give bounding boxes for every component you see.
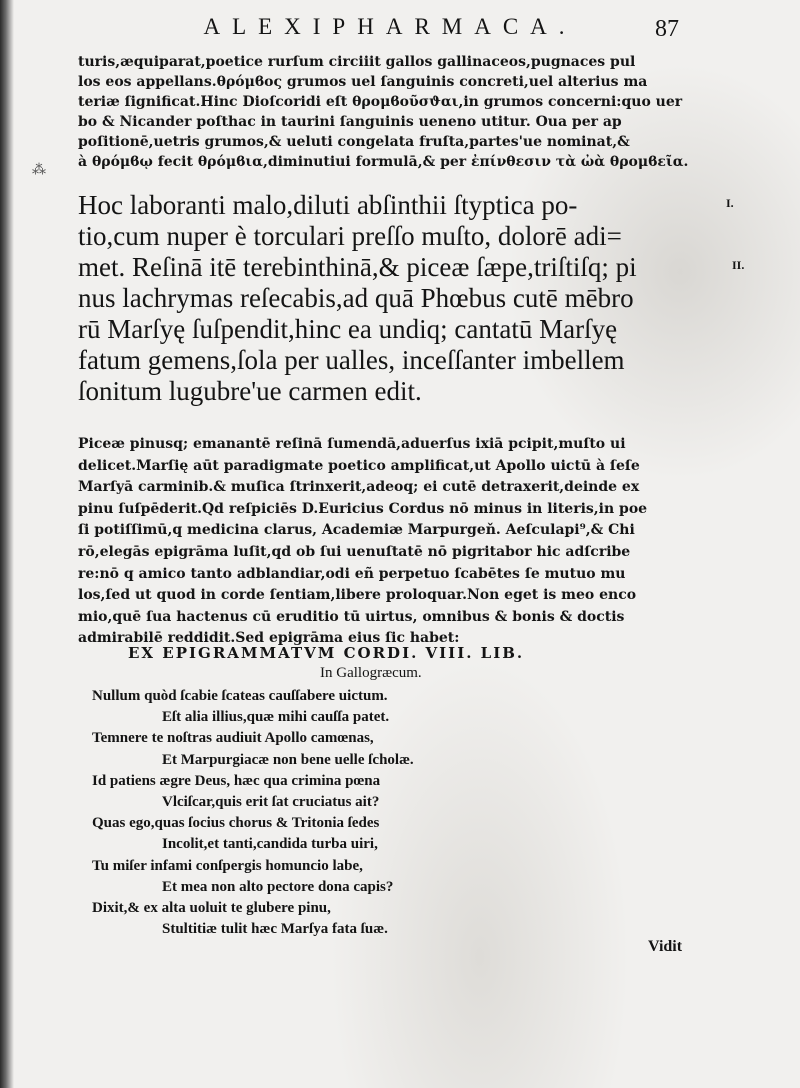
commentary-line: los,ſed ut quod in corde ſentiam,libere proloquar.Non eget is meo enco bbox=[78, 587, 637, 604]
margin-note-1: I. bbox=[726, 196, 734, 210]
margin-ornament-icon: ⁂ bbox=[32, 162, 46, 178]
poem-line: Id patiens ægre Deus, hæc qua crimina pœna bbox=[92, 772, 381, 789]
commentary-block-1 bbox=[78, 52, 688, 172]
commentary-line: bo & Nicander poſthac in taurini ſanguinis ueneno utitur. Oua per ap bbox=[78, 114, 622, 130]
page-gutter-shadow bbox=[0, 0, 14, 1088]
commentary-line: re:nō q amico tanto adblandiar,odi eñ perpetuo ſcabētes ſe mutuo mu bbox=[78, 565, 626, 582]
commentary-line: ſi potiſſimū,q medicina clarus, Academiæ Marpurgeň. Aeſculapi⁹,& Chi bbox=[78, 522, 635, 539]
catchword: Vidit bbox=[648, 938, 683, 955]
poem-line: Eſt alia illius,quæ mihi cauſſa patet. bbox=[162, 709, 390, 726]
verse-line: fatum gemens,ſola per ualles, inceſſanter imbellem bbox=[78, 345, 625, 375]
verse-line: nus lachrymas reſecabis,ad quā Phœbus cutē mēbro bbox=[78, 283, 634, 313]
commentary-line: Marſyā carminib.& muſica ſtrinxerit,adeoq; ei cutē detraxerit,deinde ex bbox=[78, 479, 640, 496]
poem-line: Stultitiæ tulit hæc Marſya fata ſuæ. bbox=[162, 921, 388, 938]
commentary-line: admirabilē reddidit.Sed epigrāma eius ſic habet: bbox=[78, 630, 460, 647]
commentary-line: rō,elegās epigrāma luſit,qd ob ſui uenuſtatē nō pigritabor hic adſcribe bbox=[78, 543, 631, 560]
commentary-line: Piceæ pinusq; emanantē reſinā ſumendā,aduerſus ixiā pcipit,muſto ui bbox=[78, 436, 626, 452]
poem-line: Et mea non alto pectore dona capis? bbox=[162, 878, 394, 895]
verse-line: ſonitum lugubre'ue carmen edit. bbox=[78, 376, 422, 406]
verse-line: tio,cum nuper è torculari preſſo muſto, dolorē adi= bbox=[78, 221, 622, 251]
commentary-line: à θρόμϐῳ fecit θρόμϐια,diminutiui formulā,& per ἐπίνθεσιν τὰ ὠὰ θρομϐεῖα. bbox=[78, 154, 688, 170]
commentary-line: los eos appellans.θρόμϐος grumos uel ſanguinis concreti,uel alterius ma bbox=[78, 74, 648, 90]
commentary-line: mio,quē ſua hactenus cū eruditio tū uirtus, omnibus & bonis & doctis bbox=[78, 608, 625, 625]
main-verse-block bbox=[78, 190, 688, 407]
poem-line: Dixit,& ex alta uoluit te glubere pinu, bbox=[92, 900, 331, 917]
poem-line: Nullum quòd ſcabie ſcateas cauſſabere uictum. bbox=[92, 688, 388, 704]
epigram-poem bbox=[92, 686, 692, 940]
epigram-heading: EX EPIGRAMMATVM CORDI. VIII. LIB. bbox=[128, 644, 525, 662]
poem-line: Tu miſer infami conſpergis homuncio labe, bbox=[92, 857, 363, 874]
commentary-line: turis,æquiparat,poetice rurſum circiiit gallos gallinaceos,pugnaces pul bbox=[78, 54, 636, 70]
commentary-line: delicet.Marſię aūt paradigmate poetico amplificat,ut Apollo uictū à ſeſe bbox=[78, 457, 640, 474]
commentary-line: poſitionē,uetris grumos,& ueluti congelata fruſta,partes'ue nominat,& bbox=[78, 134, 630, 150]
verse-line: rū Marſyę ſuſpendit,hinc ea undiq; cantatū Marſyę bbox=[78, 314, 618, 344]
commentary-line: teriæ ſignificat.Hinc Dioſcoridi eſt θρομϐοῦσϑαι,in grumos concerni:quo uer bbox=[78, 94, 683, 110]
page-number: 87 bbox=[655, 16, 679, 42]
verse-line: Hoc laboranti malo,diluti abſinthii ſtyptica po- bbox=[78, 190, 578, 220]
poem-line: Temnere te noſtras audiuit Apollo camœnas, bbox=[92, 730, 374, 747]
verse-line: met. Reſinā itē terebinthinā,& piceæ ſæpe,triſtiſq; pi bbox=[78, 252, 637, 282]
poem-line: Quas ego,quas ſocius chorus & Tritonia ſedes bbox=[92, 815, 380, 832]
poem-line: Et Marpurgiacæ non bene uelle ſcholæ. bbox=[162, 751, 414, 768]
commentary-line: pinu ſuſpēderit.Qd reſpiciēs D.Euricius Cordus nō minus in literis,in poe bbox=[78, 500, 648, 517]
epigram-subheading: In Gallogræcum. bbox=[320, 665, 422, 681]
commentary-block-2 bbox=[78, 434, 688, 650]
margin-note-2: II. bbox=[732, 258, 745, 272]
running-title: ALEXIPHARMACA. bbox=[203, 14, 577, 39]
poem-line: Vlciſcar,quis erit ſat cruciatus ait? bbox=[162, 794, 380, 811]
poem-line: Incolit,et tanti,candida turba uiri, bbox=[162, 836, 378, 853]
